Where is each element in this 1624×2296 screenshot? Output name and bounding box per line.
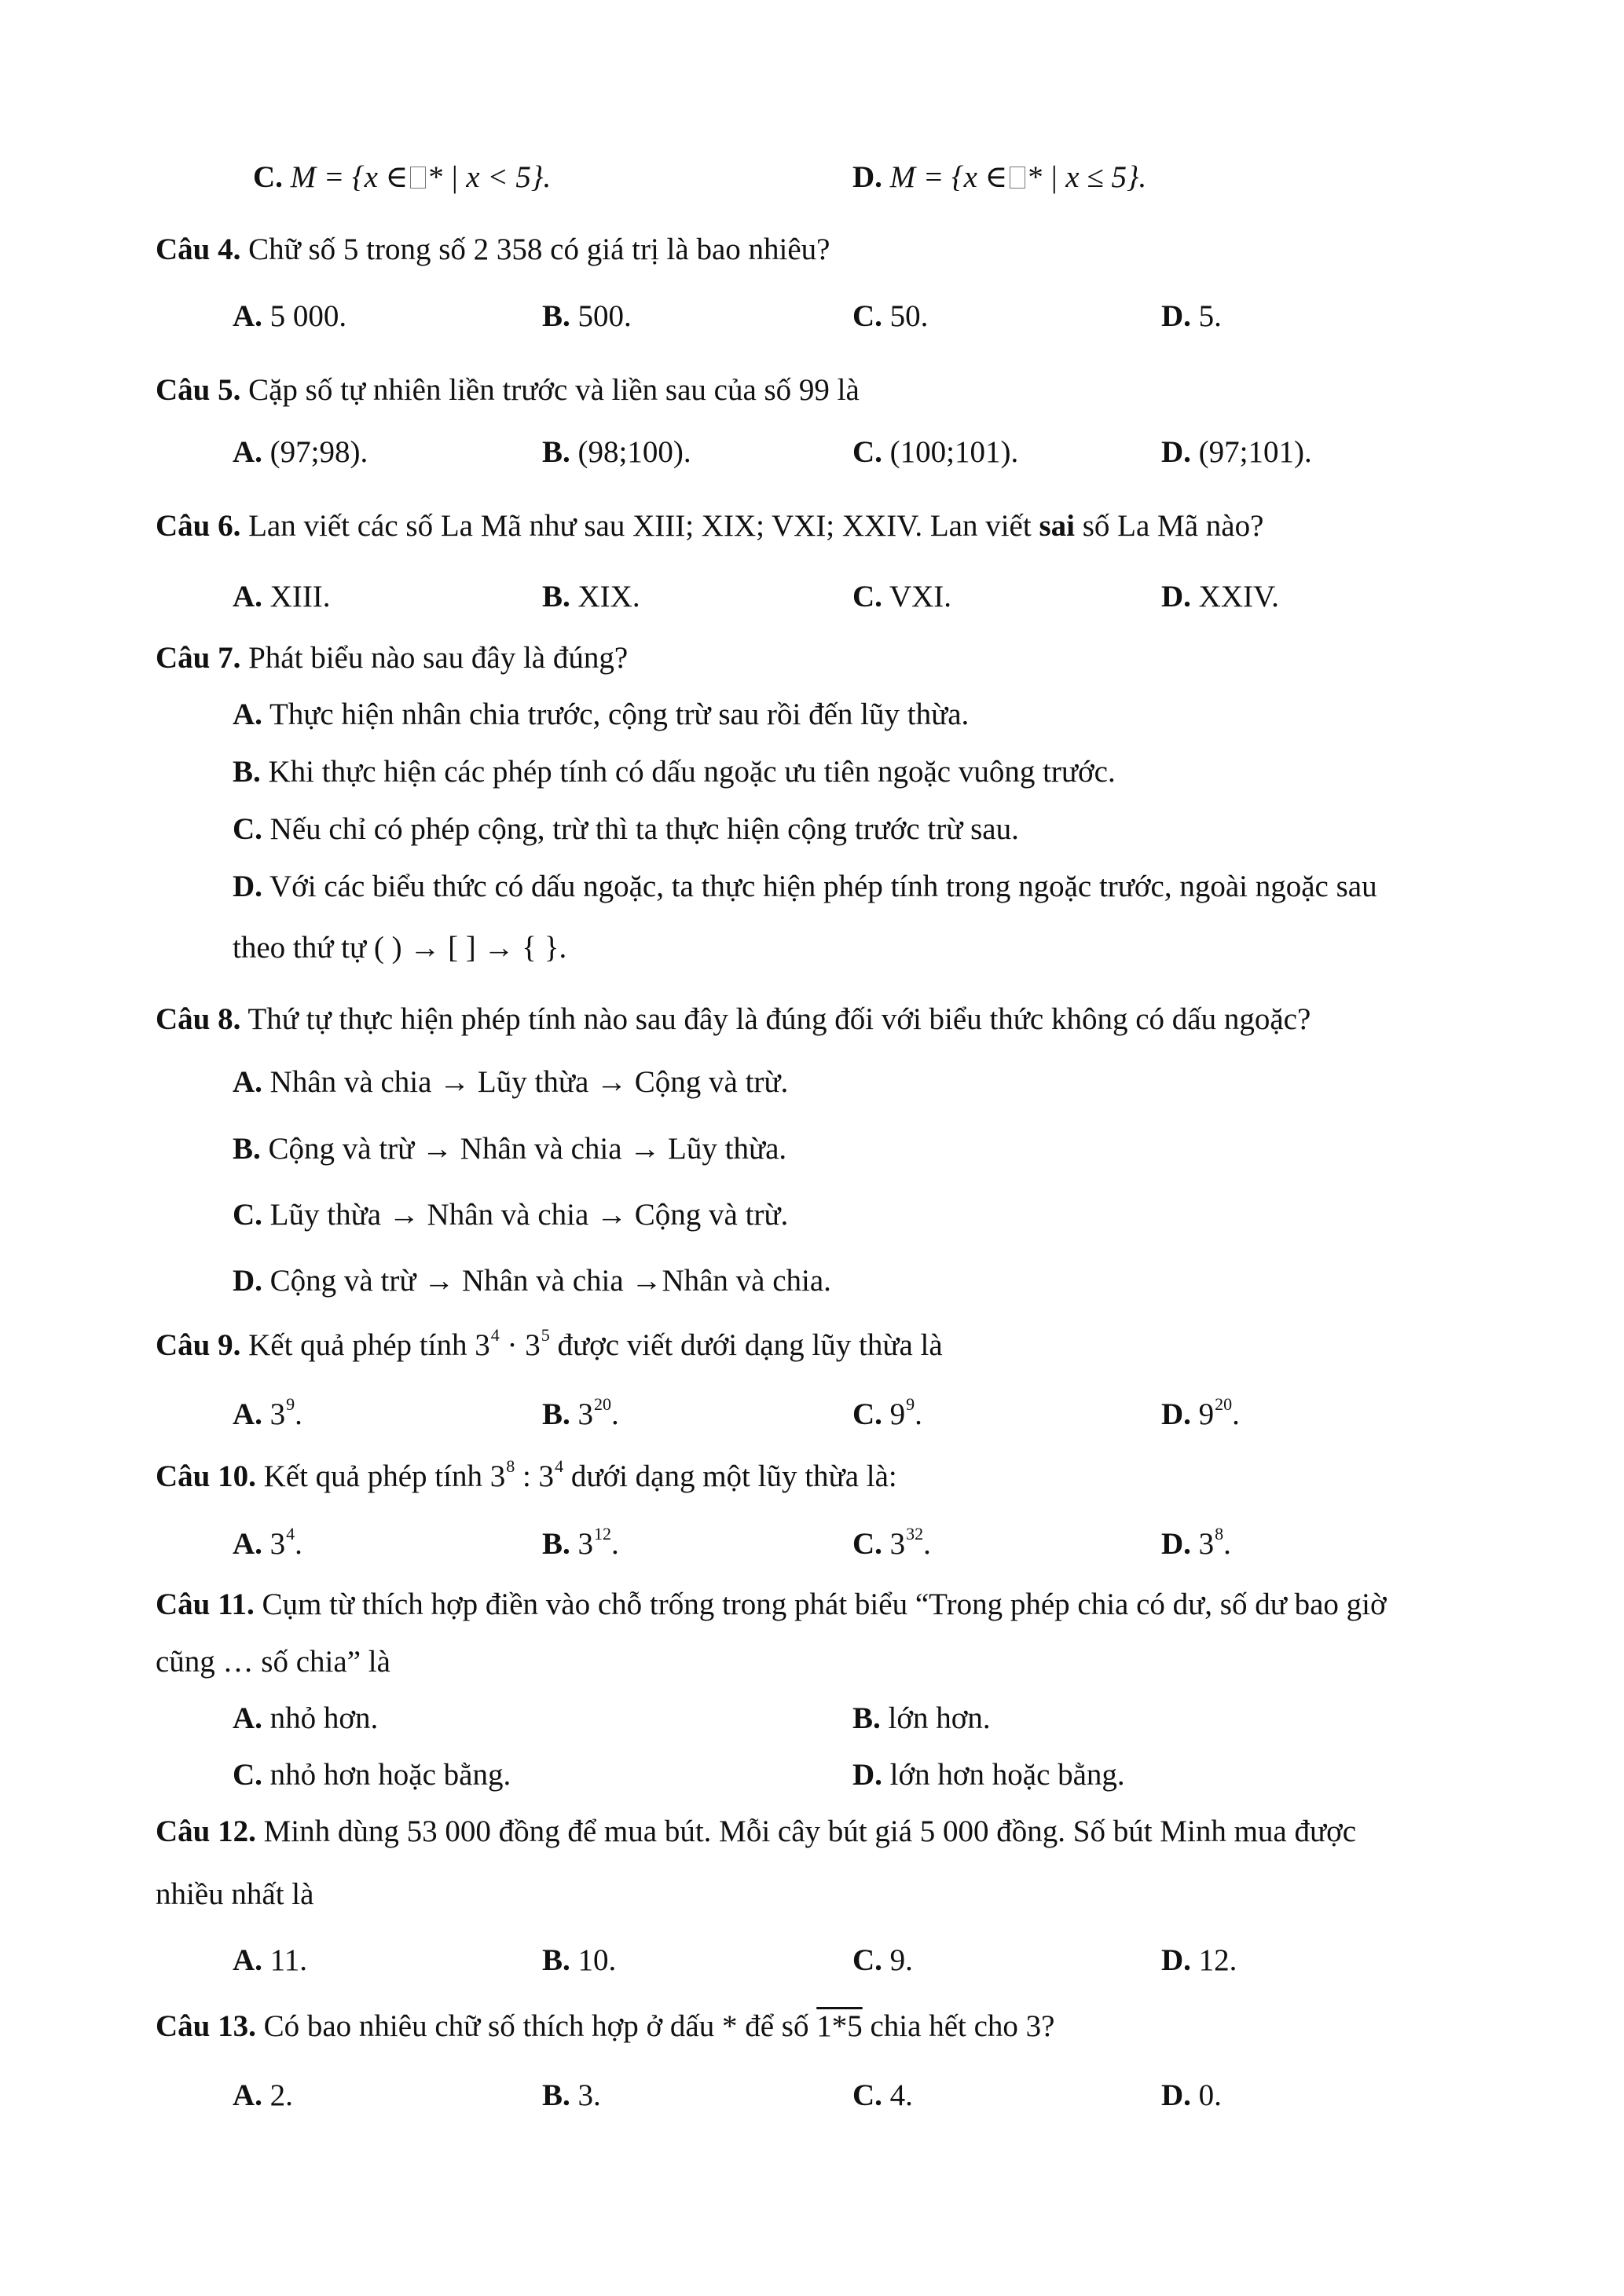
question-8 (156, 1004, 1311, 1034)
q6-option-c (852, 581, 951, 612)
option-text: 12. (1198, 1943, 1237, 1977)
option-label: C. (233, 1198, 262, 1232)
option-text: Với các biểu thức có dấu ngoặc, ta thực hiện phép tính trong ngoặc trước, ngoài ngoặc sau (269, 870, 1377, 903)
option-label: A. (233, 1701, 262, 1735)
q11-option-d (852, 1760, 1125, 1790)
option-text: 5 (541, 1325, 550, 1345)
option-label: C. (852, 1527, 882, 1561)
q7-option-c (233, 814, 1019, 844)
option-label: A. (233, 435, 262, 469)
option-text: 5. (1198, 299, 1222, 333)
option-text: 32 (906, 1524, 924, 1543)
question-text-bold: sai (1039, 509, 1075, 543)
option-text: VXI. (889, 580, 952, 613)
option-label: A. (233, 698, 262, 731)
q11-option-c (233, 1760, 511, 1790)
option-label: A. (233, 1065, 262, 1099)
option-text: (97;101). (1198, 435, 1312, 469)
option-text: 8 (1215, 1524, 1224, 1543)
option-text: 0. (1198, 2078, 1222, 2112)
option-text: lớn hơn hoặc bằng. (889, 1758, 1125, 1792)
option-text: dưới dạng một lũy thừa là: (563, 1459, 897, 1493)
q10-option-a: A. $3^4$. (233, 1524, 302, 1561)
question-label: Câu 12. (156, 1814, 256, 1848)
option-label: C. (852, 1397, 882, 1431)
q13-option-d (1161, 2080, 1222, 2111)
option-label: B. (542, 1527, 570, 1561)
option-text: (98;100). (577, 435, 691, 469)
option-text: Nếu chỉ có phép cộng, trừ thì ta thực hiện cộng trước trừ sau. (269, 812, 1019, 846)
option-label: C. (852, 580, 882, 613)
option-label: C. (852, 435, 882, 469)
question-12 (156, 1816, 1356, 1847)
option-text: XIX. (577, 580, 640, 613)
question-9 (156, 1325, 943, 1362)
question-11-continued: cũng … số chia” là (156, 1645, 390, 1679)
option-text: lớn hơn. (888, 1701, 991, 1735)
q9-option-b: B. $3^{20}$. (542, 1394, 619, 1431)
q9-option-c: C. $9^9$. (852, 1394, 922, 1431)
option-text: 500. (577, 299, 632, 333)
q10-option-c: C. $3^{32}$. (852, 1524, 931, 1561)
option-label: D. (852, 160, 882, 194)
q9-option-d: D. $9^{20}$. (1161, 1394, 1240, 1431)
q7-option-b (233, 756, 1116, 787)
option-label: C. (852, 1943, 882, 1977)
option-label: B. (852, 1701, 881, 1735)
option-text: (100;101). (889, 435, 1019, 469)
option-label: B. (542, 1397, 570, 1431)
option-label: A. (233, 580, 262, 613)
option-text: 2. (269, 2078, 293, 2112)
q5-option-b (542, 437, 691, 467)
option-label: C. (233, 1758, 262, 1792)
option-label: D. (1161, 1397, 1191, 1431)
option-label: C. (253, 160, 283, 194)
question-text: Lan viết các số La Mã như sau XIII; XIX; VXI; XXIV. Lan viết (248, 509, 1039, 543)
question-text: Phát biểu nào sau đây là đúng? (248, 641, 629, 675)
option-label: C. (852, 2078, 882, 2112)
option-label: A. (233, 1943, 262, 1977)
option-text: chia hết cho 3? (862, 2009, 1055, 2043)
option-text: 20 (594, 1394, 612, 1414)
option-text: · 3 (499, 1328, 541, 1362)
q12-option-d (1161, 1945, 1237, 1976)
option-text: 9 (906, 1394, 915, 1414)
question-label: Câu 11. (156, 1587, 255, 1621)
option-label: D. (1161, 299, 1191, 333)
q6-option-d (1161, 581, 1279, 612)
q4-option-b (542, 301, 632, 331)
question-label: Câu 9. (156, 1328, 241, 1362)
q8-option-a (233, 1067, 788, 1097)
question-10 (156, 1456, 897, 1493)
option-text: 3. (577, 2078, 601, 2112)
option-label: B. (542, 580, 570, 613)
option-text: (97;98). (269, 435, 368, 469)
option-text: nhỏ hơn hoặc bằng. (269, 1758, 511, 1792)
option-text: 8 (506, 1456, 515, 1476)
q12-option-a (233, 1945, 307, 1976)
option-label: A. (233, 1527, 262, 1561)
question-label: Câu 13. (156, 2009, 256, 2043)
option-label: D. (852, 1758, 882, 1792)
option-text: 9. (889, 1943, 913, 1977)
option-label: B. (542, 435, 570, 469)
q7-option-d (233, 871, 1377, 902)
q10-option-d: D. $3^8$. (1161, 1524, 1231, 1561)
option-text: 9 (286, 1394, 295, 1414)
question-label: Câu 8. (156, 1002, 241, 1036)
option-text: 9 (1198, 1397, 1215, 1431)
option-text: * | x < 5}. (427, 160, 552, 194)
option-text: Nhân và chia → Lũy thừa → Cộng và trừ. (269, 1065, 789, 1099)
q8-option-b (233, 1133, 786, 1164)
option-text: 4. (889, 2078, 913, 2112)
missing-glyph-box (1010, 167, 1025, 189)
option-text: Có bao nhiêu chữ số thích hợp ở dấu * để số (263, 2009, 817, 2043)
option-label: B. (542, 2078, 570, 2112)
option-text: XIII. (269, 580, 331, 613)
option-label: A. (233, 2078, 262, 2112)
option-text: * | x ≤ 5}. (1026, 160, 1147, 194)
option-label: D. (1161, 580, 1191, 613)
option-text: 4 (490, 1325, 500, 1345)
q10-option-b: B. $3^{12}$. (542, 1524, 619, 1561)
option-label: D. (233, 1264, 262, 1298)
question-label: Câu 5. (156, 373, 241, 407)
q7-option-d-continued: theo thứ tự ( ) → [ ] → { }. (233, 931, 567, 965)
option-label: A. (233, 299, 262, 333)
option-label: D. (1161, 2078, 1191, 2112)
q7-option-a (233, 699, 969, 730)
question-label: Câu 10. (156, 1459, 256, 1493)
q11-option-b (852, 1703, 991, 1734)
question-text: số La Mã nào? (1074, 509, 1264, 543)
option-text: Kết quả phép tính 3 (248, 1328, 490, 1362)
question-label: Câu 4. (156, 233, 241, 266)
option-label: B. (542, 1943, 570, 1977)
q6-option-a (233, 581, 331, 612)
option-label: B. (233, 1132, 261, 1166)
question-text: Cụm từ thích hợp điền vào chỗ trống trong phát biểu “Trong phép chia có dư, số dư bao giờ (262, 1587, 1387, 1621)
q8-option-d (233, 1265, 831, 1296)
option-text: 12 (594, 1524, 612, 1543)
option-text: Kết quả phép tính 3 (263, 1459, 506, 1493)
option-text: 20 (1215, 1394, 1233, 1414)
option-label: C. (852, 299, 882, 333)
option-text: Khi thực hiện các phép tính có dấu ngoặc ưu tiên ngoặc vuông trước. (268, 755, 1116, 789)
option-text: 4 (555, 1456, 564, 1476)
option-label: D. (233, 870, 262, 903)
q3-option-d (852, 162, 1146, 192)
option-text: được viết dưới dạng lũy thừa là (549, 1328, 943, 1362)
missing-glyph-box (410, 167, 426, 189)
option-text: nhỏ hơn. (269, 1701, 379, 1735)
q12-option-c (852, 1945, 913, 1976)
q9-option-a: A. $3^9$. (233, 1394, 302, 1431)
option-text: 9 (889, 1397, 906, 1431)
option-text: 10. (577, 1943, 617, 1977)
question-text: Cặp số tự nhiên liền trước và liền sau của số 99 là (248, 373, 860, 407)
option-label: B. (233, 755, 261, 789)
q3-option-c (253, 162, 551, 192)
option-text: 4 (286, 1524, 295, 1543)
overlined-number: 1*5 (816, 2009, 863, 2043)
question-13 (156, 2011, 1054, 2041)
question-7 (156, 643, 628, 673)
option-text: 50. (889, 299, 929, 333)
question-text: Chữ số 5 trong số 2 358 có giá trị là bao nhiêu? (248, 233, 830, 266)
q11-option-a (233, 1703, 378, 1734)
q13-option-b (542, 2080, 601, 2111)
option-text: Cộng và trừ → Nhân và chia → Lũy thừa. (268, 1132, 787, 1166)
question-11 (156, 1589, 1387, 1620)
option-label: D. (1161, 1943, 1191, 1977)
question-label: Câu 7. (156, 641, 241, 675)
option-text: 3 (577, 1397, 594, 1431)
q4-option-c (852, 301, 928, 331)
option-text: 3 (269, 1397, 286, 1431)
option-text: Thực hiện nhân chia trước, cộng trừ sau rồi đến lũy thừa. (269, 698, 970, 731)
q13-option-a (233, 2080, 293, 2111)
q6-option-b (542, 581, 640, 612)
question-text: Minh dùng 53 000 đồng để mua bút. Mỗi cây bút giá 5 000 đồng. Số bút Minh mua được (263, 1814, 1357, 1848)
option-label: C. (233, 812, 262, 846)
q4-option-a (233, 301, 346, 331)
option-text: 3 (889, 1527, 906, 1561)
option-text: 3 (269, 1527, 286, 1561)
q5-option-c (852, 437, 1018, 467)
q13-option-c (852, 2080, 913, 2111)
question-5 (156, 375, 860, 405)
question-label: Câu 6. (156, 509, 241, 543)
option-label: B. (542, 299, 570, 333)
q8-option-c (233, 1199, 788, 1230)
option-text: M = {x ∈ (290, 160, 409, 194)
question-text: Thứ tự thực hiện phép tính nào sau đây là đúng đối với biểu thức không có dấu ngoặc? (247, 1002, 1311, 1036)
option-text: : 3 (515, 1459, 555, 1493)
question-4 (156, 234, 830, 265)
q5-option-d (1161, 437, 1312, 467)
q12-option-b (542, 1945, 616, 1976)
option-text: 11. (269, 1943, 307, 1977)
option-text: Cộng và trừ → Nhân và chia →Nhân và chia. (269, 1264, 831, 1298)
question-6 (156, 511, 1263, 541)
option-label: D. (1161, 1527, 1191, 1561)
option-text: 3 (1198, 1527, 1215, 1561)
option-label: D. (1161, 435, 1191, 469)
option-text: 5 000. (269, 299, 347, 333)
option-text: 3 (577, 1527, 594, 1561)
option-text: XXIV. (1198, 580, 1279, 613)
option-text: Lũy thừa → Nhân và chia → Cộng và trừ. (269, 1198, 789, 1232)
q4-option-d (1161, 301, 1222, 331)
question-12-continued: nhiều nhất là (156, 1877, 314, 1911)
q5-option-a (233, 437, 368, 467)
option-text: M = {x ∈ (889, 160, 1008, 194)
option-label: A. (233, 1397, 262, 1431)
